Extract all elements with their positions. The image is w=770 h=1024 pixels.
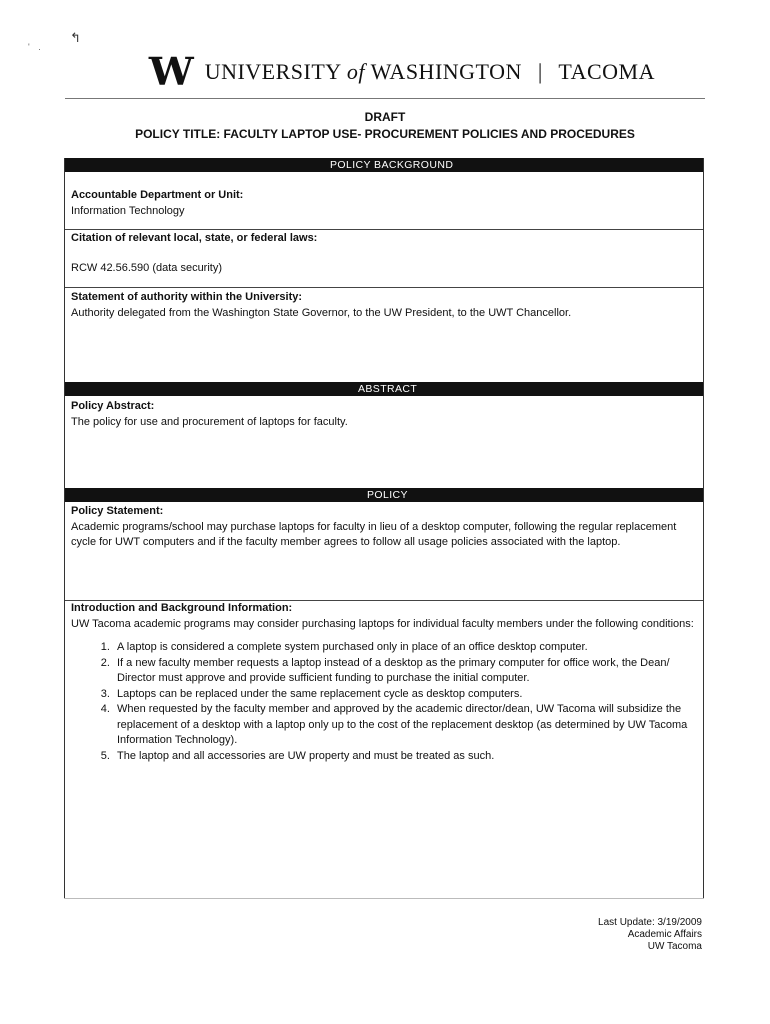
abstract-label: Policy Abstract:: [71, 400, 155, 412]
condition-item: 1. A laptop is considered a complete system purchased only in place of an office desktop computer.: [113, 640, 695, 656]
abstract-value: The policy for use and procurement of laptops for faculty.: [71, 415, 348, 428]
accountable-value: Information Technology: [71, 204, 185, 217]
intro-label: Introduction and Background Information:: [71, 602, 293, 614]
authority-field: [71, 290, 695, 321]
condition-item: 3. Laptops can be replaced under the same replacement cycle as desktop computers.: [113, 687, 695, 703]
divider: [65, 287, 703, 288]
section-header-background-text: POLICY BACKGROUND: [330, 159, 454, 171]
university-header: [148, 49, 655, 94]
condition-item: 4. When requested by the faculty member and approved by the academic director/dean, UW Tacoma will subsidize the replacement of a desktop with a laptop only up to the cost of the replacement desktop (as determined by UW Tacoma Information Technology).: [113, 702, 695, 749]
policy-statement-value: Academic programs/school may purchase laptops for faculty in lieu of a desktop computer, following the regular replacement cycle for UWT computers and if the faculty member agrees to follow all usage policies associated with the laptop.: [71, 520, 677, 548]
wordmark-of: of: [346, 59, 365, 84]
condition-item: 5. The laptop and all accessories are UW property and must be treated as such.: [113, 749, 695, 765]
policy-statement-field: [71, 504, 695, 551]
policy-statement-label: Policy Statement:: [71, 505, 164, 517]
footer: [598, 917, 702, 953]
section-header-policy-text: POLICY: [367, 489, 408, 501]
condition-item: 2. If a new faculty member requests a laptop instead of a desktop as the primary computer for office work, the Dean/ Director must approve and provide sufficient funding to purchase the initial computer.: [113, 656, 695, 687]
header-rule: [65, 98, 705, 99]
wordmark-separator: |: [537, 59, 543, 84]
last-update: Last Update: 3/19/2009: [598, 917, 702, 928]
section-header-background: [65, 158, 703, 172]
draft-label: DRAFT: [364, 110, 406, 124]
policy-form: [64, 158, 704, 898]
authority-label: Statement of authority within the University:: [71, 291, 303, 303]
section-header-abstract-text: ABSTRACT: [358, 383, 418, 395]
citation-field: [71, 231, 695, 276]
uw-logo: W: [148, 49, 194, 94]
university-wordmark: [205, 59, 655, 85]
section-header-policy: [65, 488, 703, 502]
intro-value: UW Tacoma academic programs may consider purchasing laptops for individual faculty members under the following conditions:: [71, 617, 694, 630]
footer-office: Academic Affairs: [627, 929, 702, 940]
scan-mark: ↰: [70, 30, 81, 45]
abstract-field: [71, 399, 695, 430]
wordmark-university: UNIVERSITY: [204, 59, 341, 84]
conditions-list: [71, 640, 695, 764]
accountable-field: [71, 188, 695, 219]
wordmark-campus: TACOMA: [558, 59, 655, 84]
wordmark-washington: WASHINGTON: [370, 59, 522, 84]
intro-field: [71, 601, 695, 764]
form-bottom-border: [64, 898, 704, 899]
section-header-abstract: [65, 382, 703, 396]
footer-campus: UW Tacoma: [647, 941, 702, 952]
policy-title: POLICY TITLE: FACULTY LAPTOP USE- PROCUREMENT POLICIES AND PROCEDURES: [135, 127, 635, 141]
divider: [65, 229, 703, 230]
scan-dots: ' .: [28, 42, 44, 52]
accountable-label: Accountable Department or Unit:: [71, 189, 244, 201]
citation-label: Citation of relevant local, state, or federal laws:: [71, 232, 318, 244]
citation-value: RCW 42.56.590 (data security): [71, 261, 223, 274]
authority-value: Authority delegated from the Washington State Governor, to the UW President, to the UWT Chancellor.: [71, 306, 572, 319]
